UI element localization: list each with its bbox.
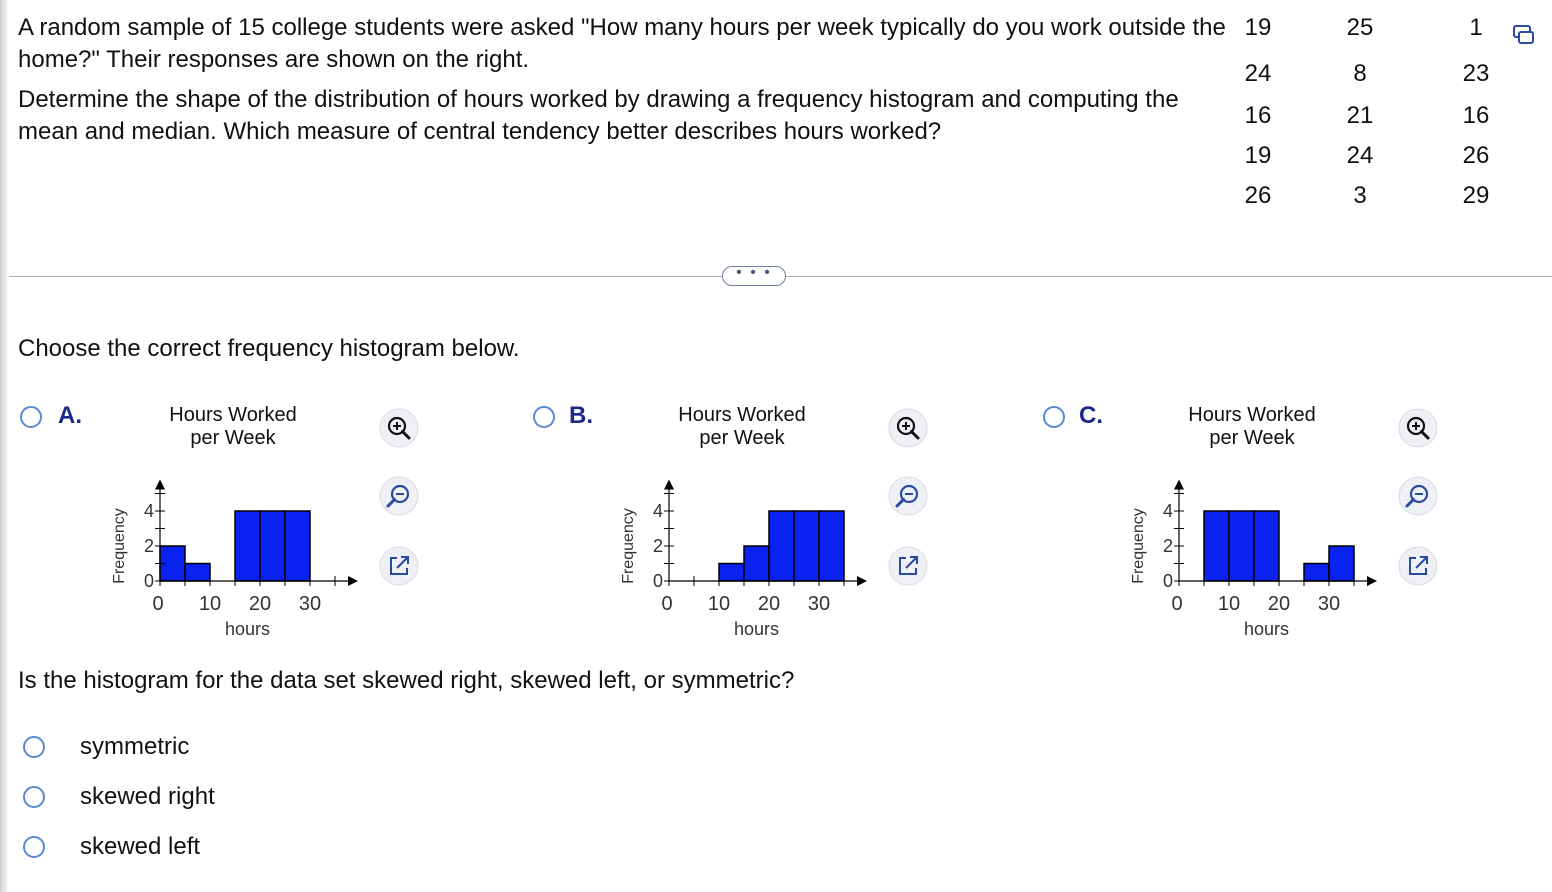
x-tick-label: 30 [298, 593, 322, 615]
histogram-a [102, 396, 402, 646]
x-axis-arrow [1367, 576, 1377, 586]
histogram-bar [769, 511, 794, 581]
histogram-bar [819, 511, 844, 581]
data-cell: 24 [1244, 60, 1272, 87]
zoom-out-icon[interactable] [1398, 476, 1438, 516]
histogram-bar [1304, 564, 1329, 582]
zoom-in-icon[interactable] [888, 408, 928, 448]
y-tick-label: 4 [1162, 501, 1173, 521]
zoom-in-icon[interactable] [1398, 408, 1438, 448]
x-axis-label: hours [1243, 619, 1290, 639]
histogram-bar [1254, 511, 1279, 581]
zoom-out-icon[interactable] [379, 476, 419, 516]
y-axis-arrow [155, 480, 165, 490]
answer-symmetric-radio[interactable] [23, 736, 45, 758]
x-tick-label: 20 [1267, 593, 1291, 615]
data-cell: 26 [1462, 142, 1490, 169]
data-cell: 16 [1462, 102, 1490, 129]
y-axis-label: Frequency [111, 508, 128, 584]
chart-title: Hours Worked [1188, 404, 1316, 426]
data-cell: 8 [1353, 60, 1367, 87]
histogram-b [611, 396, 911, 646]
y-tick-label: 0 [1162, 571, 1173, 591]
histogram-bar [794, 511, 819, 581]
data-cell: 29 [1462, 182, 1490, 209]
y-tick-label: 0 [143, 571, 154, 591]
histogram-bar [719, 564, 744, 582]
option-b-radio[interactable] [533, 406, 555, 428]
data-cell: 25 [1346, 14, 1374, 41]
x-tick-label: 10 [1217, 593, 1241, 615]
chart-title: per Week [190, 427, 276, 449]
histogram-bar [744, 546, 769, 581]
y-axis-label: Frequency [1130, 508, 1147, 584]
y-tick-label: 4 [143, 501, 154, 521]
question-intro: A random sample of 15 college students were asked "How many hours per week typically do you work outside the home?" Their responses are shown on the right. [18, 14, 1226, 73]
y-axis-arrow [1174, 480, 1184, 490]
chart-title: Hours Worked [169, 404, 297, 426]
data-cell: 21 [1346, 102, 1374, 129]
y-tick-label: 0 [652, 571, 663, 591]
x-tick-label: 20 [248, 593, 272, 615]
option-c-radio[interactable] [1043, 406, 1065, 428]
answer-skewed-left-label[interactable]: skewed left [80, 833, 201, 860]
data-cell: 16 [1244, 102, 1272, 129]
x-axis-arrow [348, 576, 358, 586]
left-edge-shade [0, 0, 9, 892]
option-a-letter: A. [58, 402, 82, 429]
y-tick-label: 2 [143, 536, 154, 556]
open-new-window-icon[interactable] [888, 546, 928, 586]
expand-button[interactable]: • • • [722, 266, 786, 286]
data-row [1225, 142, 1525, 178]
answer-symmetric-label[interactable]: symmetric [80, 733, 190, 760]
chart-title: per Week [699, 427, 785, 449]
data-cell: 23 [1462, 60, 1490, 87]
x-tick-label: 0 [661, 593, 673, 615]
histogram-bar [1204, 511, 1229, 581]
y-tick-label: 2 [1162, 536, 1173, 556]
chart-title: Hours Worked [678, 404, 806, 426]
option-c-letter: C. [1079, 402, 1103, 429]
data-cell: 19 [1244, 142, 1272, 169]
x-axis-label: hours [224, 619, 271, 639]
histogram-bar [1329, 546, 1354, 581]
question-instructions: Determine the shape of the distribution of hours worked by drawing a frequency histogram and computing the mean and median. Which measure of central tendency better describes hours worked? [18, 86, 1179, 145]
x-tick-label: 10 [198, 593, 222, 615]
x-tick-label: 30 [1317, 593, 1341, 615]
answer-skewed-right-radio[interactable] [23, 786, 45, 808]
histogram-bar [235, 511, 260, 581]
data-cell: 1 [1469, 14, 1483, 41]
open-new-window-icon[interactable] [1398, 546, 1438, 586]
data-cell: 24 [1346, 142, 1374, 169]
shape-prompt: Is the histogram for the data set skewed right, skewed left, or symmetric? [18, 667, 795, 694]
y-tick-label: 4 [652, 501, 663, 521]
histogram-bar [260, 511, 285, 581]
data-row [1225, 60, 1525, 96]
x-tick-label: 0 [1171, 593, 1183, 615]
copy-icon[interactable] [1512, 24, 1536, 46]
data-row [1225, 14, 1525, 50]
x-tick-label: 0 [152, 593, 164, 615]
histogram-prompt: Choose the correct frequency histogram below. [18, 335, 520, 362]
x-tick-label: 20 [757, 593, 781, 615]
data-cell: 26 [1244, 182, 1272, 209]
zoom-in-icon[interactable] [379, 408, 419, 448]
chart-title: per Week [1209, 427, 1295, 449]
y-tick-label: 2 [652, 536, 663, 556]
data-row [1225, 182, 1525, 218]
option-a-radio[interactable] [20, 406, 42, 428]
data-cell: 19 [1244, 14, 1272, 41]
x-axis-label: hours [733, 619, 780, 639]
data-row [1225, 102, 1525, 138]
option-b-letter: B. [569, 402, 593, 429]
data-cell: 3 [1353, 182, 1367, 209]
histogram-bar [185, 564, 210, 582]
y-axis-arrow [664, 480, 674, 490]
y-axis-label: Frequency [620, 508, 637, 584]
histogram-c [1121, 396, 1421, 646]
x-tick-label: 10 [707, 593, 731, 615]
histogram-bar [1229, 511, 1254, 581]
x-axis-arrow [857, 576, 867, 586]
answer-skewed-left-radio[interactable] [23, 836, 45, 858]
answer-skewed-right-label[interactable]: skewed right [80, 783, 215, 810]
open-new-window-icon[interactable] [379, 546, 419, 586]
histogram-bar [285, 511, 310, 581]
x-tick-label: 30 [807, 593, 831, 615]
zoom-out-icon[interactable] [888, 476, 928, 516]
